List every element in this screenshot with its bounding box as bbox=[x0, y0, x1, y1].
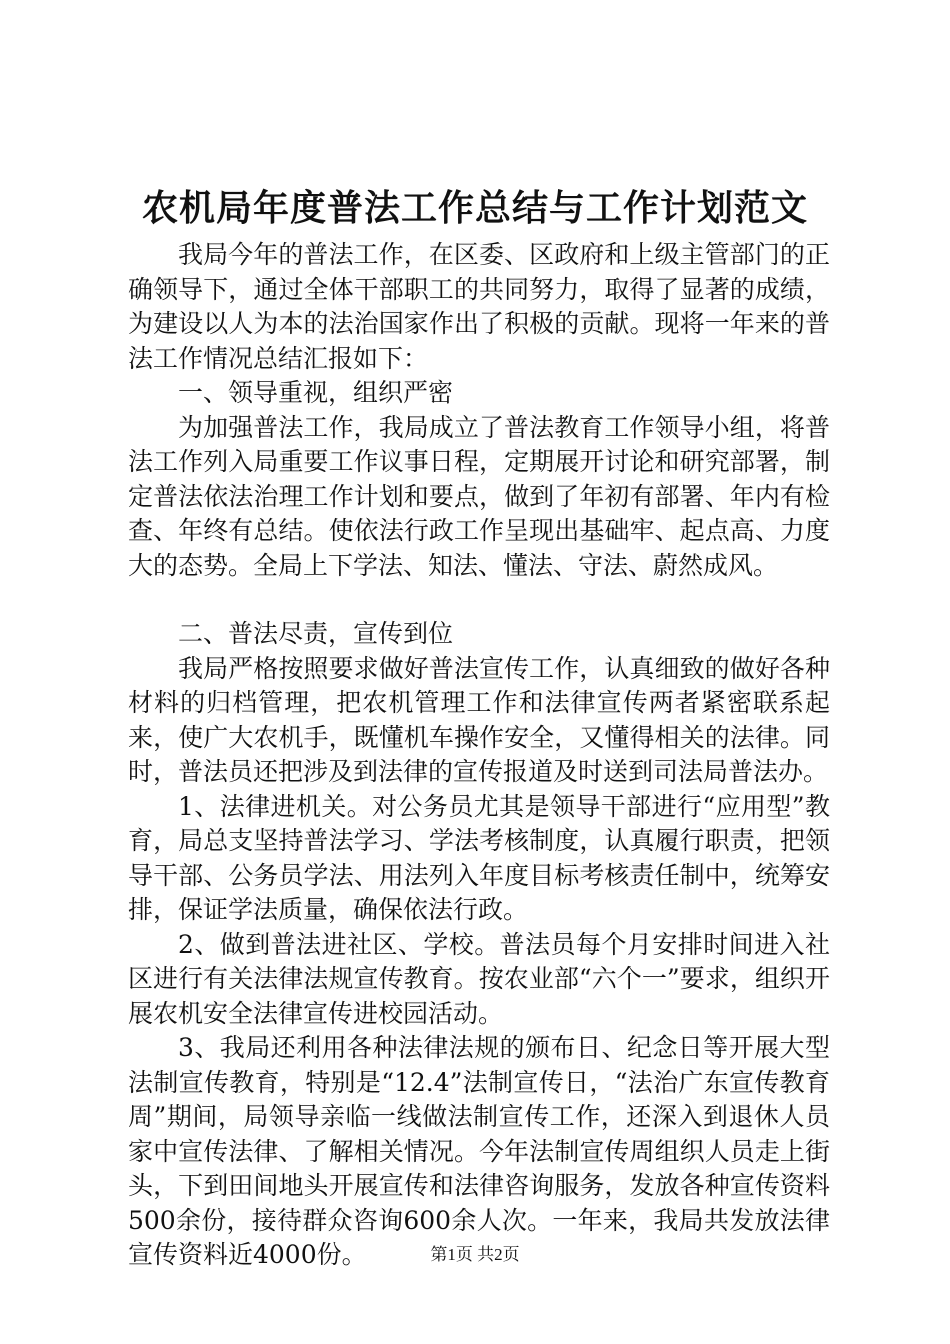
section-heading-2: 二、普法尽责，宣传到位 bbox=[178, 619, 454, 648]
page-footer: 第1页 共2页 bbox=[430, 1245, 520, 1264]
item-1-paragraph: 1、法律进机关。对公务员尤其是领导干部进行“应用型”教育，局总支坚持普法学习、学法考核制度，认真履行职责，把领导干部、公务员学法、用法列入年度目标考核责任制中，统筹安排，保证学法质量，确保依法行政。 bbox=[128, 791, 830, 924]
document-body bbox=[128, 238, 830, 1273]
section-heading-1: 一、领导重视，组织严密 bbox=[178, 378, 454, 407]
section-1-paragraph: 为加强普法工作，我局成立了普法教育工作领导小组，将普法工作列入局重要工作议事日程，定期展开讨论和研究部署，制定普法依法治理工作计划和要点，做到了年初有部署、年内有检查、年终有总结。使依法行政工作呈现出基础牢、起点高、力度大的态势。全局上下学法、知法、懂法、守法、蔚然成风。 bbox=[128, 412, 830, 580]
item-2-paragraph: 2、做到普法进社区、学校。普法员每个月安排时间进入社区进行有关法律法规宣传教育。按农业部“六个一”要求，组织开展农机安全法律宣传进校园活动。 bbox=[128, 929, 830, 1028]
intro-paragraph: 我局今年的普法工作，在区委、区政府和上级主管部门的正确领导下，通过全体干部职工的共同努力，取得了显著的成绩，为建设以人为本的法治国家作出了积极的贡献。现将一年来的普法工作情况总结汇报如下： bbox=[128, 240, 830, 373]
document-title: 农机局年度普法工作总结与工作计划范文 bbox=[141, 187, 808, 229]
item-3-paragraph: 3、我局还利用各种法律法规的颁布日、纪念日等开展大型法制宣传教育，特别是“12.4”法制宣传日，“法治广东宣传教育周”期间，局领导亲临一线做法制宣传工作，还深入到退休人员家中宣传法律、了解相关情况。今年法制宣传周组织人员走上街头，下到田间地头开展宣传和法律咨询服务，发放各种宣传资料500余份，接待群众咨询600余人次。一年来，我局共发放法律宣传资料近4000份。 bbox=[128, 1033, 830, 1269]
section-2-paragraph: 我局严格按照要求做好普法宣传工作，认真细致的做好各种材料的归档管理，把农机管理工作和法律宣传两者紧密联系起来，使广大农机手，既懂机车操作安全，又懂得相关的法律。同时，普法员还把涉及到法律的宣传报道及时送到司法局普法办。 bbox=[128, 653, 830, 786]
